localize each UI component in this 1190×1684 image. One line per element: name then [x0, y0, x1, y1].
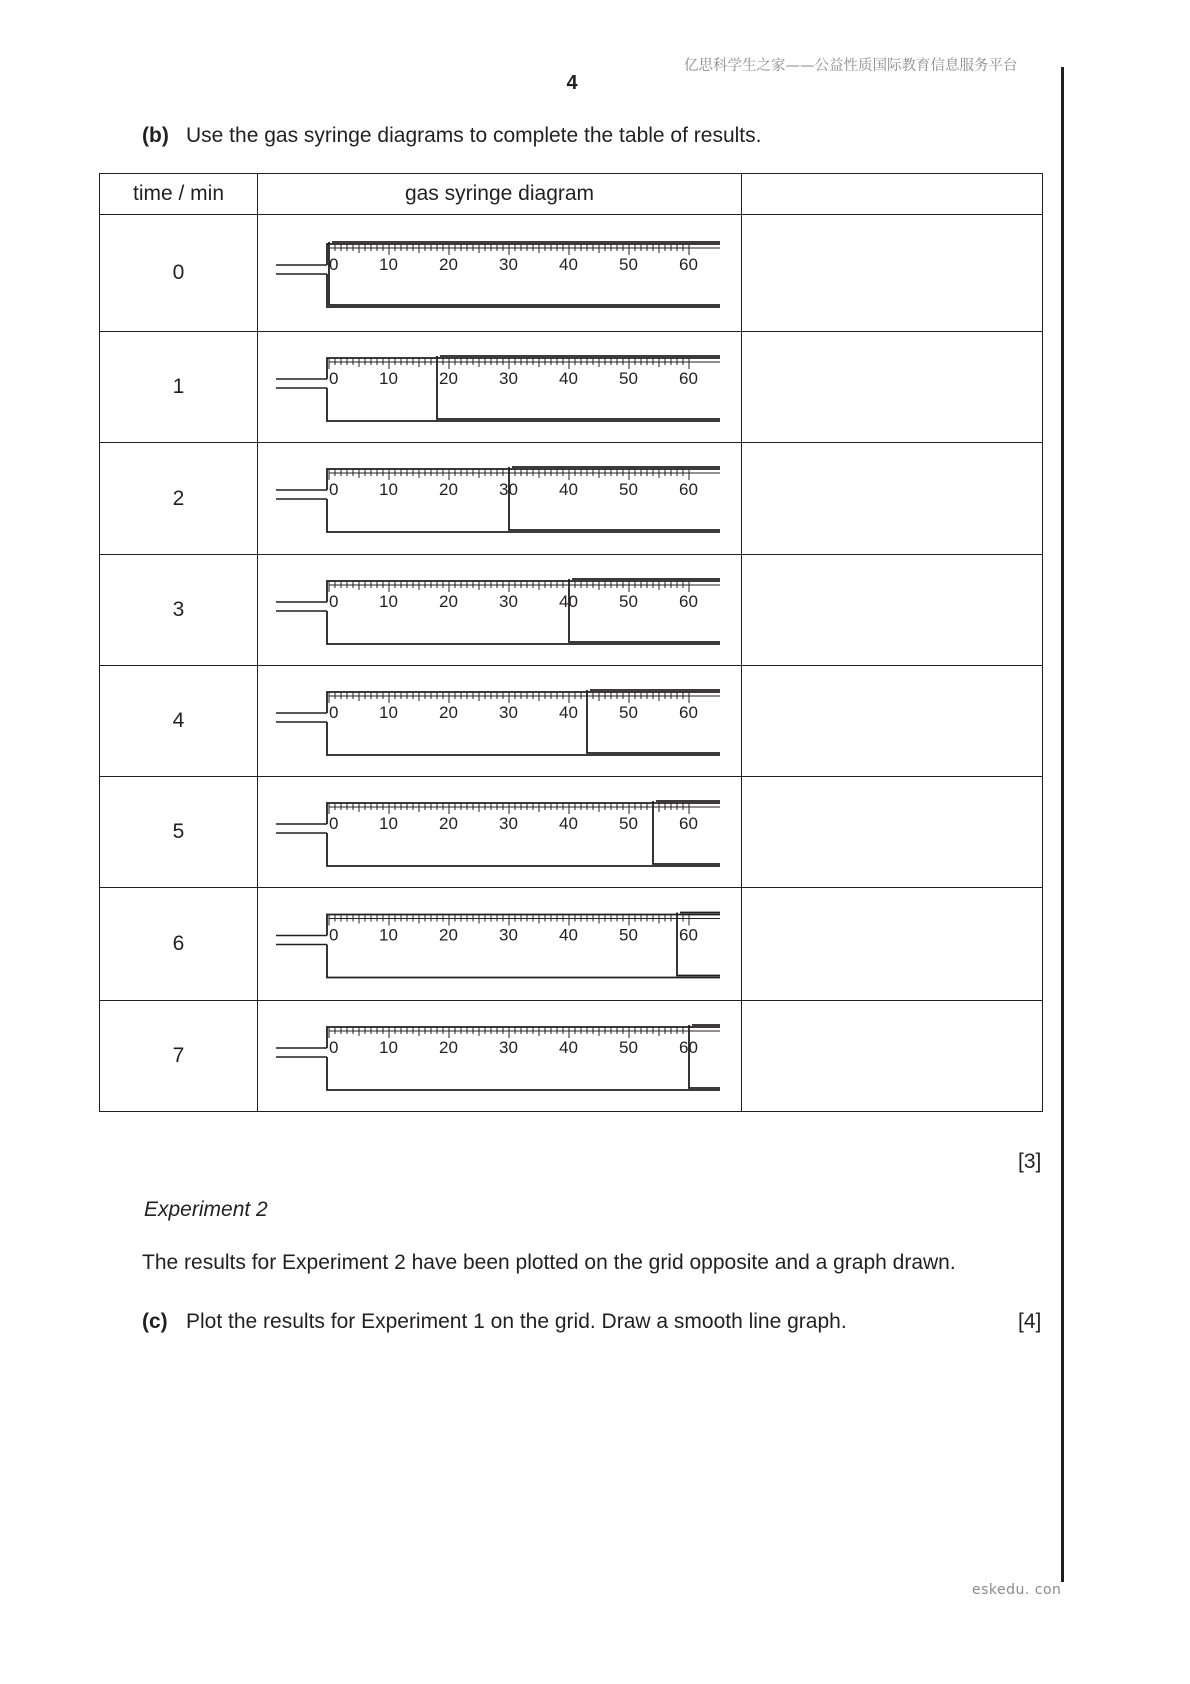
syringe-inlet-tube	[276, 265, 327, 274]
experiment-2-heading: Experiment 2	[144, 1198, 268, 1221]
time-value: 1	[100, 332, 258, 443]
results-table	[99, 173, 1043, 1112]
syringe-inlet-tube	[276, 1048, 327, 1057]
table-row	[100, 443, 1043, 554]
header-answer-column	[742, 174, 1043, 215]
scale-label: 20	[439, 369, 458, 389]
scale-label: 30	[499, 702, 518, 722]
table-row	[100, 215, 1043, 332]
scale-label: 20	[439, 814, 458, 834]
answer-cell[interactable]	[742, 1000, 1043, 1111]
syringe-barrel	[327, 581, 720, 644]
question-c-text: Plot the results for Experiment 1 on the grid. Draw a smooth line graph.	[186, 1310, 847, 1333]
syringe-scale-ticks	[329, 469, 720, 480]
gas-syringe-diagram	[258, 777, 742, 888]
scale-label: 10	[379, 480, 398, 500]
scale-label: 50	[619, 255, 638, 274]
scale-label: 40	[559, 255, 578, 274]
scale-label: 50	[619, 369, 638, 389]
scale-label: 40	[559, 925, 578, 945]
syringe-scale-ticks	[329, 1027, 720, 1038]
scale-label: 50	[619, 480, 638, 500]
syringe-barrel	[327, 915, 720, 978]
scale-label: 40	[559, 814, 578, 834]
header-time: time / min	[100, 174, 258, 215]
gas-syringe-diagram	[258, 888, 742, 1000]
time-value: 3	[100, 554, 258, 665]
time-value: 0	[100, 215, 258, 332]
time-value: 6	[100, 888, 258, 1000]
marks-b: [3]	[1018, 1150, 1042, 1173]
table-row	[100, 888, 1043, 1000]
scale-label: 50	[619, 1037, 638, 1057]
table-row	[100, 1000, 1043, 1111]
gas-syringe-diagram-cell	[258, 332, 742, 443]
scale-label: 10	[379, 369, 398, 389]
scale-label: 30	[499, 591, 518, 611]
scale-label: 40	[559, 480, 578, 500]
syringe-barrel	[327, 469, 720, 532]
syringe-inlet-tube	[276, 602, 327, 611]
time-value: 7	[100, 1000, 258, 1111]
scale-label: 0	[329, 1037, 339, 1057]
gas-syringe-diagram-cell	[258, 443, 742, 554]
question-b-text: Use the gas syringe diagrams to complete the table of results.	[186, 124, 762, 147]
scale-label: 60	[679, 369, 698, 389]
syringe-plunger	[587, 690, 720, 753]
syringe-barrel	[327, 244, 720, 307]
scale-label: 0	[329, 591, 339, 611]
scale-label: 40	[559, 591, 578, 611]
table-row	[100, 665, 1043, 776]
scale-label: 40	[559, 1037, 578, 1057]
scale-label: 60	[679, 1037, 698, 1057]
table-row	[100, 332, 1043, 443]
scale-label: 10	[379, 814, 398, 834]
gas-syringe-diagram	[258, 555, 742, 666]
syringe-inlet-tube	[276, 936, 327, 945]
syringe-scale-ticks	[329, 244, 720, 255]
scale-label: 10	[379, 1037, 398, 1057]
time-value: 2	[100, 443, 258, 554]
scale-label: 50	[619, 702, 638, 722]
answer-cell[interactable]	[742, 888, 1043, 1000]
table-row	[100, 777, 1043, 888]
answer-cell[interactable]	[742, 332, 1043, 443]
scale-label: 0	[329, 925, 339, 945]
scale-label: 10	[379, 591, 398, 611]
scale-label: 10	[379, 925, 398, 945]
scale-label: 40	[559, 369, 578, 389]
scale-label: 30	[499, 1037, 518, 1057]
answer-cell[interactable]	[742, 554, 1043, 665]
scale-label: 60	[679, 480, 698, 500]
answer-cell[interactable]	[742, 215, 1043, 332]
gas-syringe-diagram	[258, 1001, 742, 1112]
scale-label: 60	[679, 702, 698, 722]
syringe-inlet-tube	[276, 713, 327, 722]
table-row	[100, 554, 1043, 665]
syringe-barrel	[327, 692, 720, 755]
marks-c: [4]	[1018, 1310, 1042, 1333]
table-header-row	[100, 174, 1043, 215]
scale-label: 0	[329, 369, 339, 389]
scale-label: 0	[329, 814, 339, 834]
syringe-inlet-tube	[276, 490, 327, 499]
question-b-label: (b)	[142, 124, 169, 147]
scale-label: 60	[679, 255, 698, 274]
header-gas-syringe-diagram: gas syringe diagram	[258, 174, 742, 215]
scale-label: 30	[499, 369, 518, 389]
scale-label: 0	[329, 255, 339, 274]
scale-label: 30	[499, 925, 518, 945]
time-value: 4	[100, 665, 258, 776]
gas-syringe-diagram-cell	[258, 554, 742, 665]
time-value: 5	[100, 777, 258, 888]
syringe-barrel	[327, 803, 720, 866]
scale-label: 30	[499, 480, 518, 500]
syringe-scale-ticks	[329, 581, 720, 592]
page-margin-rule	[1061, 67, 1064, 1582]
scale-label: 30	[499, 814, 518, 834]
experiment-2-text: The results for Experiment 2 have been plotted on the grid opposite and a graph drawn.	[142, 1251, 956, 1274]
scale-label: 50	[619, 814, 638, 834]
gas-syringe-diagram-cell	[258, 888, 742, 1000]
syringe-scale-ticks	[329, 915, 720, 926]
scale-label: 60	[679, 814, 698, 834]
gas-syringe-diagram-cell	[258, 215, 742, 332]
scale-label: 60	[679, 925, 698, 945]
scale-label: 20	[439, 480, 458, 500]
answer-cell[interactable]	[742, 665, 1043, 776]
scale-label: 60	[679, 591, 698, 611]
scale-label: 0	[329, 480, 339, 500]
syringe-scale-ticks	[329, 692, 720, 703]
gas-syringe-diagram	[258, 443, 742, 554]
gas-syringe-diagram	[258, 332, 742, 443]
watermark-bottom: eskedu. con	[972, 1582, 1062, 1598]
scale-label: 30	[499, 255, 518, 274]
syringe-scale-ticks	[329, 358, 720, 369]
scale-label: 20	[439, 925, 458, 945]
gas-syringe-diagram-cell	[258, 777, 742, 888]
gas-syringe-diagram-cell	[258, 665, 742, 776]
scale-label: 40	[559, 702, 578, 722]
scale-label: 0	[329, 702, 339, 722]
syringe-barrel	[327, 1027, 720, 1090]
scale-label: 10	[379, 702, 398, 722]
watermark-top: 亿思科学生之家——公益性质国际教育信息服务平台	[684, 58, 1018, 74]
scale-label: 20	[439, 591, 458, 611]
syringe-inlet-tube	[276, 379, 327, 388]
syringe-barrel	[327, 358, 720, 421]
question-b	[142, 124, 761, 148]
gas-syringe-diagram-cell	[258, 1000, 742, 1111]
syringe-inlet-tube	[276, 824, 327, 833]
gas-syringe-diagram	[258, 215, 742, 332]
scale-label: 20	[439, 255, 458, 274]
question-c	[142, 1310, 847, 1334]
scale-label: 50	[619, 591, 638, 611]
gas-syringe-diagram	[258, 666, 742, 777]
question-c-label: (c)	[142, 1310, 168, 1333]
syringe-scale-ticks	[329, 803, 720, 814]
page-number: 4	[566, 72, 578, 94]
scale-label: 20	[439, 1037, 458, 1057]
scale-label: 20	[439, 702, 458, 722]
scale-label: 50	[619, 925, 638, 945]
answer-cell[interactable]	[742, 443, 1043, 554]
answer-cell[interactable]	[742, 777, 1043, 888]
scale-label: 10	[379, 255, 398, 274]
